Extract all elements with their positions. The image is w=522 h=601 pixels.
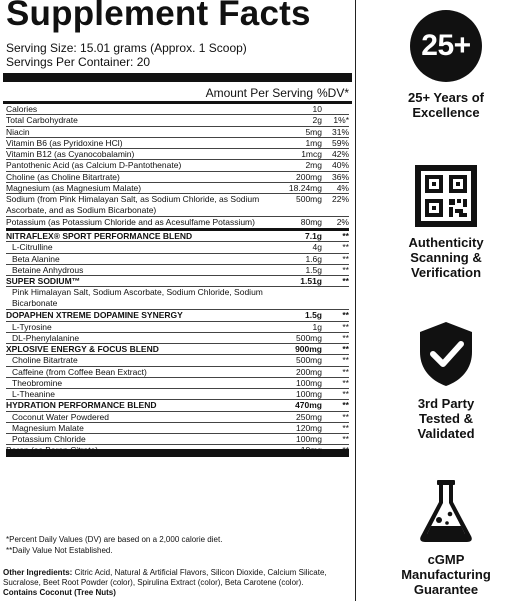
fact-dv: ** <box>342 377 349 388</box>
fact-label: Theobromine <box>12 377 63 388</box>
panel-title: Supplement Facts <box>6 0 311 33</box>
badge-authenticity <box>370 165 522 280</box>
fact-dv: ** <box>342 366 349 377</box>
blend-item-row <box>6 355 349 366</box>
blend-item-row <box>6 254 349 265</box>
blend-row <box>6 344 349 355</box>
fact-dv: ** <box>342 321 349 332</box>
fact-label: L-Theanine <box>12 389 56 399</box>
fact-label: Beta Alanine <box>12 253 60 264</box>
fact-dv: ** <box>342 400 349 411</box>
fact-label: XPLOSIVE ENERGY & FOCUS BLEND <box>6 344 159 354</box>
fact-label: Choline (as Choline Bitartrate) <box>6 171 120 182</box>
footnote-dv: *Percent Daily Values (DV) are based on a 2,000 calorie diet. <box>6 535 223 544</box>
flask-icon <box>417 478 475 544</box>
amount-per-serving-header: Amount Per Serving <box>205 86 313 100</box>
fact-amount: 500mg <box>296 332 322 343</box>
fact-amount: 10mg <box>300 445 322 456</box>
fact-label: SUPER SODIUM™ <box>6 276 81 286</box>
blend-note <box>6 287 349 310</box>
fact-label: Magnesium Malate <box>12 422 84 433</box>
fact-dv: ** <box>342 310 349 321</box>
fact-dv: ** <box>342 276 349 286</box>
years-text: 25+ Years of Excellence <box>407 90 484 120</box>
fact-label: Potassium Chloride <box>12 434 86 444</box>
blend-row <box>6 310 349 321</box>
fact-amount: 200mg <box>296 171 322 182</box>
blend-note-text: Pink Himalayan Salt, Sodium Ascorbate, Sodium Chloride, Sodium Bicarbonate <box>12 287 263 309</box>
fact-amount: 7.1g <box>304 231 322 241</box>
fact-amount: 4g <box>312 242 322 253</box>
fact-dv: ** <box>342 411 349 422</box>
fact-dv: ** <box>342 355 349 366</box>
blend-item-row <box>6 333 349 344</box>
fact-label: HYDRATION PERFORMANCE BLEND <box>6 400 157 411</box>
footnote-not-established: **Daily Value Not Established. <box>6 546 113 555</box>
allergen-statement: Contains Coconut (Tree Nuts) <box>3 588 116 597</box>
fact-dv: ** <box>342 264 349 275</box>
shield-check-icon <box>416 320 476 388</box>
qr-code-icon <box>415 165 477 227</box>
blend-item-row <box>6 242 349 253</box>
fact-label: Calories <box>6 104 38 114</box>
fact-amount: 10 <box>312 104 322 114</box>
fact-dv: 40% <box>331 160 349 171</box>
fact-row <box>6 127 349 138</box>
blend-item-row <box>6 389 349 400</box>
column-header <box>6 86 349 100</box>
fact-amount: 470mg <box>295 400 322 411</box>
fact-dv: ** <box>342 422 349 433</box>
fact-row <box>6 138 349 149</box>
blend-item-row <box>6 412 349 423</box>
fact-row <box>6 104 349 115</box>
boron-row <box>6 445 349 456</box>
fact-dv: 59% <box>331 137 349 148</box>
fact-dv: 4% <box>336 182 349 193</box>
fact-label: L-Tyrosine <box>12 321 52 332</box>
footnotes <box>6 534 222 556</box>
fact-dv: ** <box>342 389 349 399</box>
blend-item-row <box>6 265 349 276</box>
blend-item-row <box>6 378 349 389</box>
fact-label: Vitamin B6 (as Pyridoxine HCl) <box>6 137 123 148</box>
fact-label: Coconut Water Powdered <box>12 411 110 422</box>
fact-amount: 1.5g <box>305 264 322 275</box>
fact-label: Boron (as Boron Citrate) <box>6 445 99 456</box>
fact-amount: 1.6g <box>305 253 322 264</box>
fact-dv: ** <box>342 242 349 253</box>
fact-amount: 5mg <box>305 126 322 137</box>
fact-amount: 1g <box>312 321 322 332</box>
fact-dv: 31% <box>331 126 349 137</box>
fact-dv: 2% <box>336 217 349 227</box>
facts-rows <box>6 104 349 457</box>
fact-label: NITRAFLEX® SPORT PERFORMANCE BLEND <box>6 231 193 241</box>
badge-cgmp <box>370 478 522 597</box>
authenticity-text: Authenticity Scanning & Verification <box>408 235 484 280</box>
fact-dv: 36% <box>331 171 349 182</box>
fact-label: Vitamin B12 (as Cyanocobalamin) <box>6 149 135 159</box>
fact-amount: 900mg <box>295 344 322 354</box>
fact-dv: ** <box>342 231 349 241</box>
fact-dv: ** <box>342 344 349 354</box>
servings-per-container: Servings Per Container: 20 <box>6 55 151 69</box>
fact-amount: 100mg <box>296 377 322 388</box>
fact-amount: 100mg <box>296 434 322 444</box>
fact-dv: ** <box>342 253 349 264</box>
fact-amount: 18.24mg <box>288 182 322 193</box>
fact-amount: 100mg <box>296 389 322 399</box>
fact-amount: 120mg <box>296 422 322 433</box>
badge-third-party <box>370 320 522 441</box>
other-ingredients-label: Other Ingredients: <box>3 568 73 577</box>
dv-header: %DV* <box>316 86 349 100</box>
fact-label: Pantothenic Acid (as Calcium D-Pantothenate) <box>6 160 182 171</box>
fact-row <box>6 172 349 183</box>
fact-amount: 200mg <box>296 366 322 377</box>
fact-label: Potassium (as Potassium Chloride and as Acesulfame Potassium) <box>6 217 255 227</box>
third-party-text: 3rd Party Tested & Validated <box>417 396 475 441</box>
years-circle-icon: 25+ <box>410 10 482 82</box>
fact-label: DOPAPHEN XTREME DOPAMINE SYNERGY <box>6 310 183 321</box>
fact-amount: 500mg <box>296 355 322 366</box>
fact-amount: 1mg <box>305 137 322 148</box>
blend-item-row <box>6 322 349 333</box>
fact-row <box>6 160 349 171</box>
fact-label: Choline Bitartrate <box>12 355 78 366</box>
fact-amount: 1.51g <box>300 276 322 286</box>
badge-years <box>370 10 522 120</box>
fact-amount: 250mg <box>296 411 322 422</box>
badge-column <box>370 0 522 601</box>
fact-row <box>6 149 349 160</box>
fact-amount: 1mcg <box>301 149 322 159</box>
fact-dv: 22% <box>331 194 349 204</box>
fact-dv: 42% <box>331 149 349 159</box>
fact-dv: ** <box>342 445 349 456</box>
fact-dv: ** <box>342 332 349 343</box>
blend-item-row <box>6 367 349 378</box>
fact-label: Caffeine (from Coffee Bean Extract) <box>12 366 147 377</box>
blend-item-row <box>6 434 349 445</box>
blend-row <box>6 276 349 287</box>
other-ingredients <box>3 568 353 598</box>
fact-amount: 1.5g <box>304 310 322 321</box>
fact-dv: ** <box>342 434 349 444</box>
blend-row <box>6 231 349 242</box>
fact-amount: 500mg <box>296 194 322 204</box>
fact-amount: 2mg <box>305 160 322 171</box>
fact-row <box>6 183 349 194</box>
fact-amount: 2g <box>312 115 322 126</box>
thick-divider <box>3 73 352 82</box>
fact-amount: 80mg <box>300 217 322 227</box>
fact-label: Niacin <box>6 126 30 137</box>
fact-dv: 1%* <box>333 115 349 126</box>
fact-row <box>6 115 349 126</box>
blend-row <box>6 400 349 411</box>
other-ingredients-text: Citric Acid, Natural & Artificial Flavors, Silicon Dioxide, Calcium Silicate, Sucralose, Beet Root Powder (color), Spirulina Extract (color), Beta Carotene (color). <box>3 568 327 587</box>
fact-label: Sodium (from Pink Himalayan Salt, as Sodium Chloride, as Sodium Ascorbate, and as Sodium Bicarbonate) <box>6 194 260 215</box>
fact-label: Betaine Anhydrous <box>12 264 84 275</box>
blend-item-row <box>6 423 349 434</box>
fact-row <box>6 217 349 231</box>
fact-label: L-Citrulline <box>12 242 53 253</box>
fact-label: Magnesium (as Magnesium Malate) <box>6 182 142 193</box>
fact-label: DL-Phenylalanine <box>12 332 80 343</box>
fact-label: Total Carbohydrate <box>6 115 78 126</box>
serving-size: Serving Size: 15.01 grams (Approx. 1 Scoop) <box>6 41 247 55</box>
fact-row <box>6 194 349 217</box>
cgmp-text: cGMP Manufacturing Guarantee <box>401 552 491 597</box>
